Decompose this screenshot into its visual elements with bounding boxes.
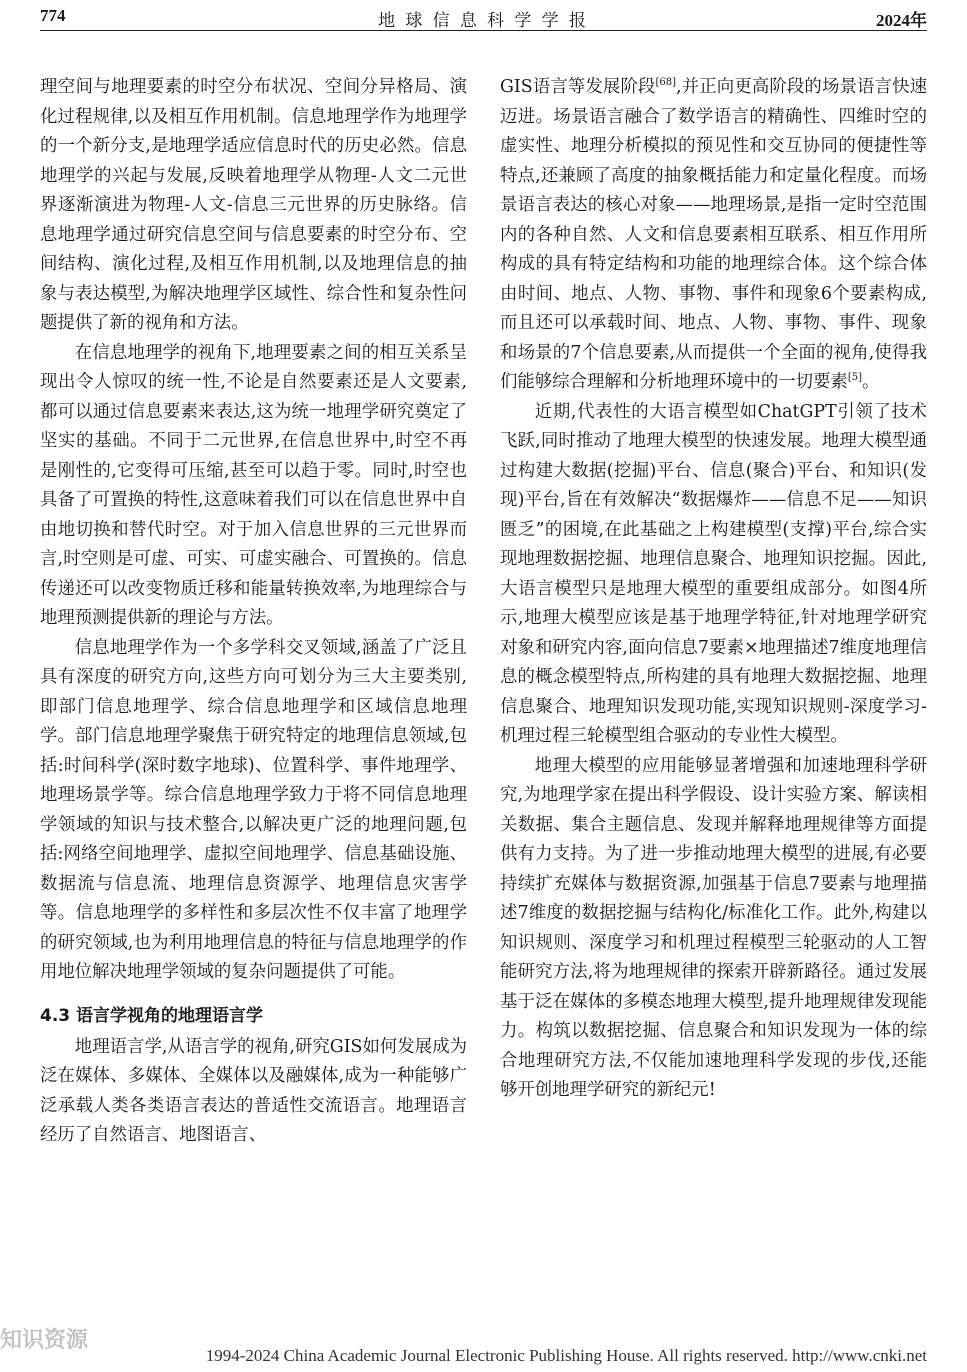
paragraph: 信息地理学作为一个多学科交叉领域,涵盖了广泛且具有深度的研究方向,这些方向可划分为三大主要类别,即部门信息地理学、综合信息地理学和区域信息地理学。部门信息地理学聚焦于研究特定的地理信息领域,包括:时间科学(深时数字地球)、位置科学、事件地理学、地理场景学等。综合信息地理学致力于将不同信息地理学领域的知识与技术整合,以解决更广泛的地理问题,包括:网络空间地理学、虚拟空间地理学、信息基础设施、数据流与信息流、地理信息资源学、地理信息灾害学等。信息地理学的多样性和多层次性不仅丰富了地理学的研究领域,也为利用地理信息的特征与信息地理学的作用地位解决地理学领域的复杂问题提供了可能。: [40, 637, 467, 982]
paragraph: 地理大模型的应用能够显著增强和加速地理科学研究,为地理学家在提出科学假设、设计实验方案、解读相关数据、集合主题信息、发现并解释地理规律等方面提供有力支持。为了进一步推动地理大模型的进展,有必要持续扩充媒体与数据资源,加强基于信息7要素与地理描述7维度的数据挖掘与结构化/标准化工作。此外,构建以知识规则、深度学习和机理过程模型三轮驱动的人工智能研究方法,将为地理规律的探索开辟新路径。通过发展基于泛在媒体的多模态地理大模型,提升地理规律发现能力。构筑以数据挖掘、信息聚合和知识发现为一体的综合地理研究方法,不仅能加速地理科学发现的步伐,还能够开创地理学研究的新纪元!: [500, 755, 927, 1100]
page-number: 774: [40, 6, 66, 25]
running-header: [40, 4, 927, 31]
publication-year: 2024年: [876, 11, 927, 30]
left-column: [40, 73, 467, 1151]
paragraph: 理空间与地理要素的时空分布状况、空间分异格局、演化过程规律,以及相互作用机制。信息地理学作为地理学的一个新分支,是地理学适应信息时代的历史必然。信息地理学的兴起与发展,反映着地理学从物理-人文二元世界逐渐演进为物理-人文-信息三元世界的历史脉络。信息地理学通过研究信息空间与信息要素的时空分布、空间结构、演化过程,及相互作用机制,以及地理信息的抽象与表达模型,为解决地理学区域性、综合性和复杂性问题提供了新的视角和方法。: [40, 77, 467, 333]
paragraph-text: 。: [862, 372, 880, 392]
paragraph: [500, 73, 927, 398]
copyright-footer: 1994-2024 China Academic Journal Electronic Publishing House. All rights reserved. http://www.cnki.net: [205, 1346, 927, 1365]
journal-title: 地 球 信 息 科 学 学 报: [378, 11, 589, 30]
watermark: 知识资源: [0, 1328, 89, 1353]
paragraph: 在信息地理学的视角下,地理要素之间的相互关系呈现出令人惊叹的统一性,不论是自然要素还是人文要素,都可以通过信息要素来表达,这为统一地理学研究奠定了坚实的基础。不同于二元世界,在信息世界中,时空不再是刚性的,它变得可压缩,甚至可以趋于零。同时,时空也具备了可置换的特性,这意味着我们可以在信息世界中自由地切换和替代时空。对于加入信息世界的三元世界而言,时空则是可虚、可实、可虚实融合、可置换的。信息传递还可以改变物质迁移和能量转换效率,为地理综合与地理预测提供新的理论与方法。: [40, 342, 467, 628]
paragraph: 近期,代表性的大语言模型如ChatGPT引领了技术飞跃,同时推动了地理大模型的快速发展。地理大模型通过构建大数据(挖掘)平台、信息(聚合)平台、和知识(发现)平台,旨在有效解决“数据爆炸——信息不足——知识匮乏”的困境,在此基础之上构建模型(支撑)平台,综合实现地理数据挖掘、地理信息聚合、地理知识挖掘。因此,大语言模型只是地理大模型的重要组成部分。如图4所示,地理大模型应该是基于地理学特征,针对地理学研究对象和研究内容,面向信息7要素×地理描述7维度地理信息的概念模型特点,所构建的具有地理大数据挖掘、地理信息聚合、地理知识发现功能,实现知识规则-深度学习-机理过程三轮模型组合驱动的专业性大模型。: [500, 401, 927, 746]
citation: [68]: [655, 77, 677, 89]
citation: [5]: [847, 372, 862, 384]
paragraph: 地理语言学,从语言学的视角,研究GIS如何发展成为泛在媒体、多媒体、全媒体以及融媒体,成为一种能够广泛承载人类各类语言表达的普适性交流语言。地理语言经历了自然语言、地图语言、: [40, 1036, 467, 1145]
section-heading: 4.3 语言学视角的地理语言学: [40, 1005, 264, 1026]
right-column: [500, 73, 927, 1106]
paragraph-text: ,并正向更高阶段的场景语言快速迈进。场景语言融合了数学语言的精确性、四维时空的虚实性、地理分析模拟的预见性和交互协同的便捷性等特点,还兼顾了高度的抽象概括能力和定量化程度。而场景语言表达的核心对象——地理场景,是指一定时空范围内的各种自然、人文和信息要素相互联系、相互作用所构成的具有特定结构和功能的地理综合体。这个综合体由时间、地点、人物、事物、事件和现象6个要素构成,而且还可以承载时间、地点、人物、事物、事件、现象和场景的7个信息要素,从而提供一个全面的视角,使得我们能够综合理解和分析地理环境中的一切要素: [500, 77, 927, 392]
paragraph-text: GIS语言等发展阶段: [500, 77, 656, 97]
